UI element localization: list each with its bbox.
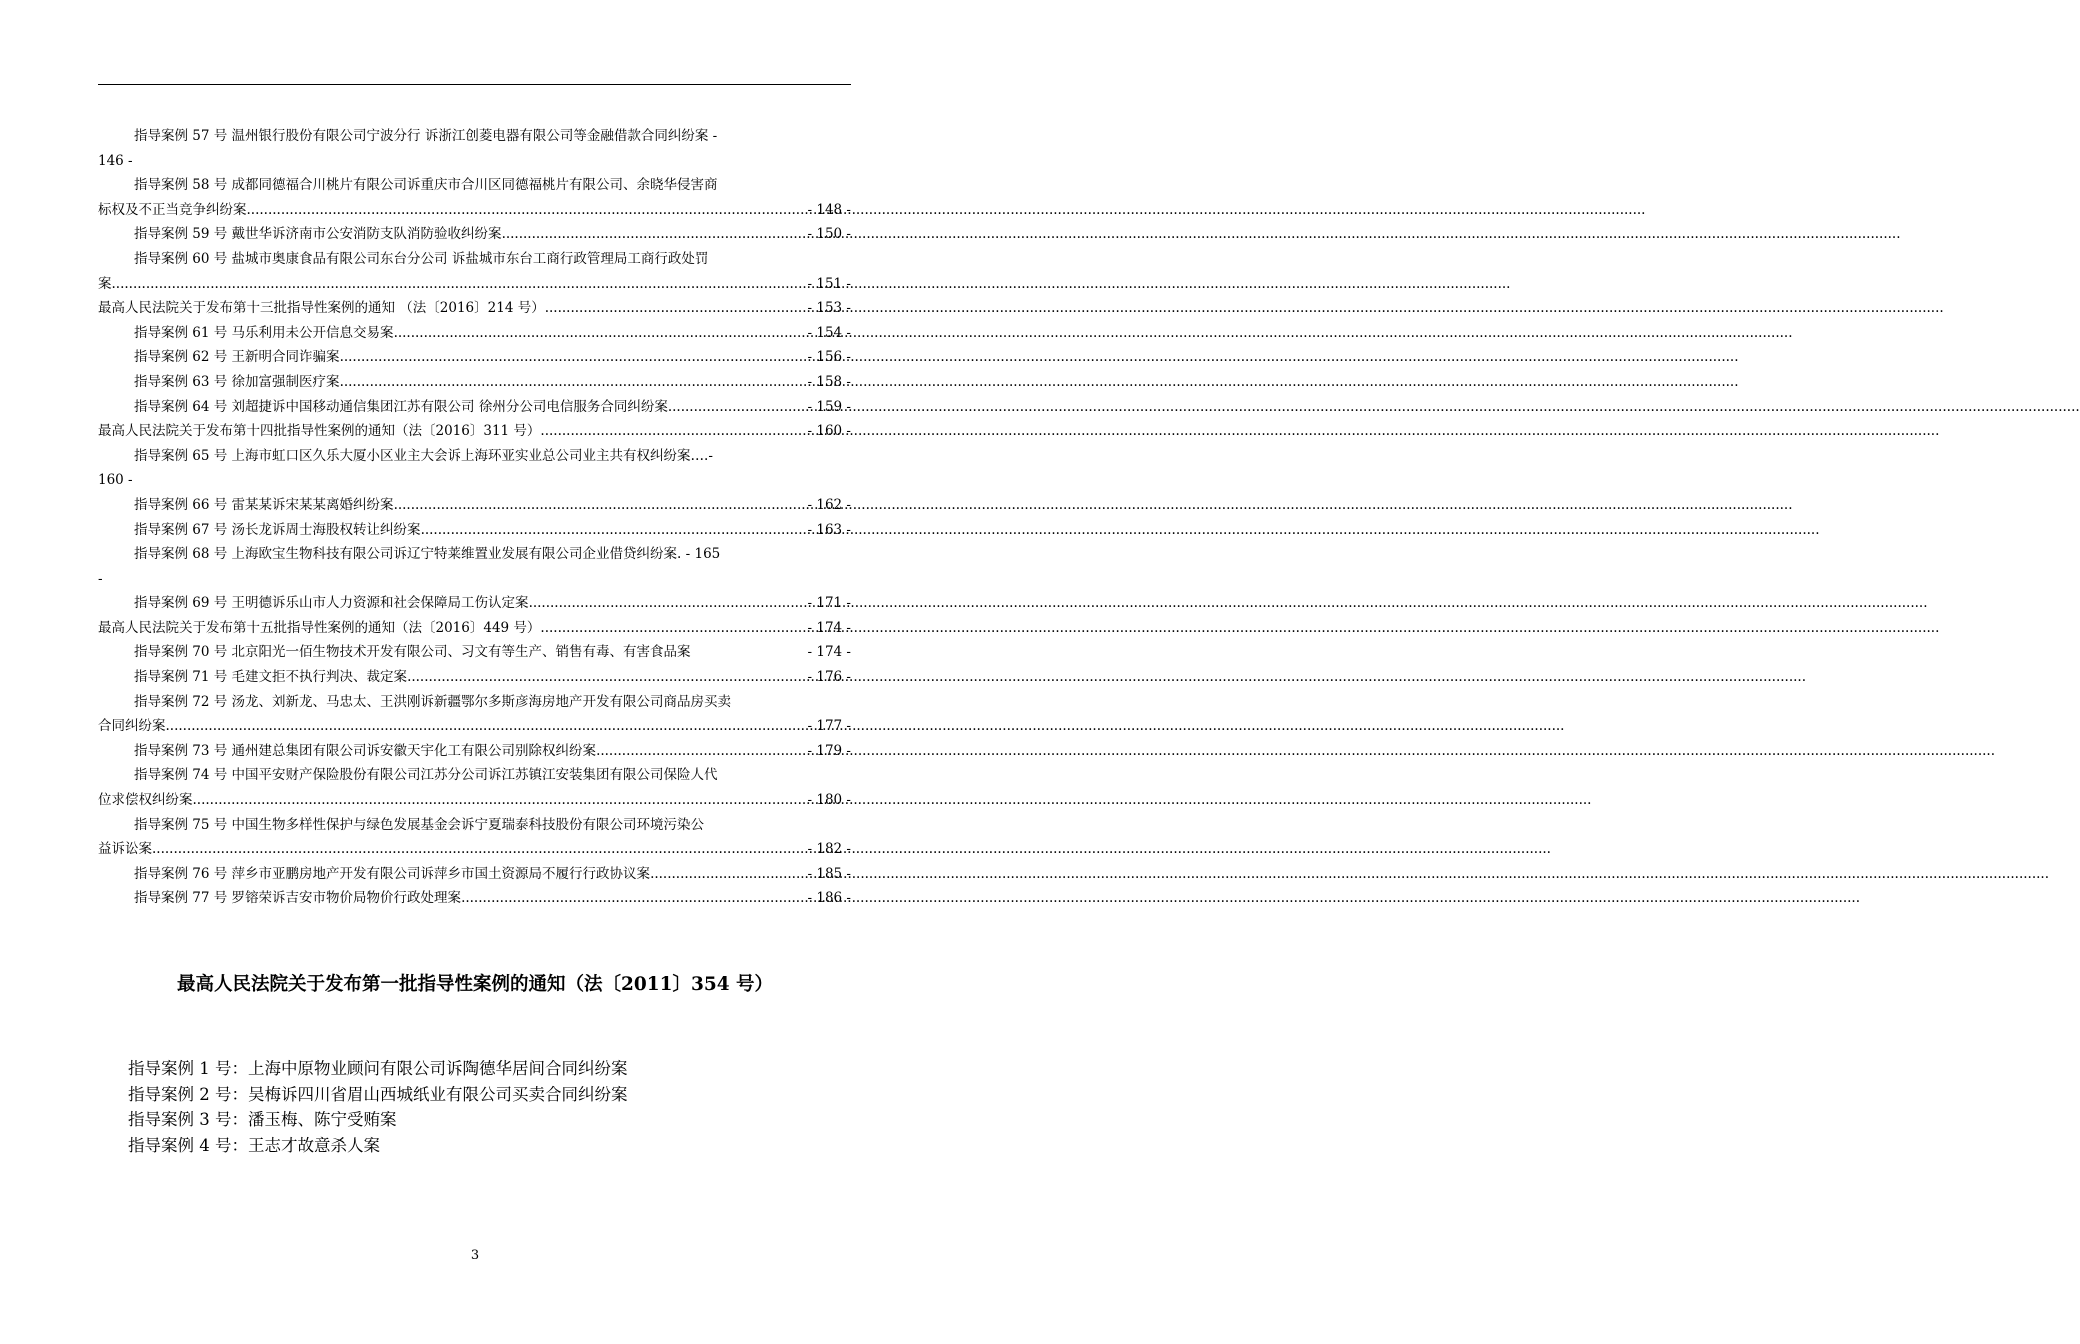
toc-page-number: - 163 - <box>807 521 851 538</box>
toc-page-number: 160 - <box>98 472 133 489</box>
toc-line <box>134 690 851 715</box>
toc-line <box>134 813 851 838</box>
toc-line <box>134 591 851 616</box>
toc-page-number: - 186 - <box>807 890 851 907</box>
toc-case-entry <box>98 813 851 862</box>
toc-line <box>98 788 851 813</box>
toc-case-entry <box>98 247 851 296</box>
toc-dot-leader <box>247 198 808 223</box>
toc-line <box>98 616 851 641</box>
toc-case-entry <box>98 763 851 812</box>
toc-page-number: - 154 - <box>807 324 851 341</box>
toc-page-number: - 185 - <box>807 865 851 882</box>
toc-page-number: - 162 - <box>807 496 851 513</box>
toc-dot-leader <box>340 370 808 395</box>
toc-line <box>134 345 851 370</box>
toc-page-number: - 176 - <box>807 669 851 686</box>
toc-line <box>98 272 851 297</box>
toc-entry-title: 指导案例 62 号 王新明合同诈骗案 <box>134 349 340 366</box>
toc-page-number: - 174 - <box>807 644 851 661</box>
toc-case-entry <box>98 886 851 911</box>
toc-page-number: - 160 - <box>807 423 851 440</box>
toc-dot-leader <box>461 886 807 911</box>
toc-dot-leader <box>340 345 808 370</box>
toc-case-entry <box>98 124 851 173</box>
toc-page-number: - 182 - <box>807 841 851 858</box>
toc-entry-title: 标权及不正当竞争纠纷案 <box>98 201 247 218</box>
toc-entry-title: 指导案例 73 号 通州建总集团有限公司诉安徽天宇化工有限公司别除权纠纷案 <box>134 742 597 759</box>
table-of-contents <box>98 124 851 911</box>
toc-line <box>98 567 851 592</box>
toc-section-entry <box>98 616 851 641</box>
toc-entry-title: 指导案例 57 号 温州银行股份有限公司宁波分行 诉浙江创菱电器有限公司等金融借款合同纠纷案 - <box>134 128 718 144</box>
toc-dot-leader <box>545 296 808 321</box>
case-list <box>128 1056 628 1158</box>
toc-line <box>134 886 851 911</box>
toc-case-entry <box>98 493 851 518</box>
case-list-item: 指导案例 2 号：吴梅诉四川省眉山西城纸业有限公司买卖合同纠纷案 <box>128 1084 628 1104</box>
toc-entry-title: 指导案例 70 号 北京阳光一佰生物技术开发有限公司、习文有等生产、销售有毒、有害食品案 <box>134 644 691 661</box>
case-list-item: 指导案例 1 号：上海中原物业顾问有限公司诉陶德华居间合同纠纷案 <box>128 1059 628 1078</box>
toc-entry-title: 最高人民法院关于发布第十四批指导性案例的通知（法〔2016〕311 号） <box>98 423 541 440</box>
toc-case-entry <box>98 542 851 591</box>
toc-page-number: - 177 - <box>807 718 851 735</box>
toc-dot-leader <box>540 419 807 444</box>
toc-dot-leader <box>421 518 808 543</box>
toc-dot-leader <box>407 665 807 690</box>
toc-case-entry <box>98 739 851 764</box>
toc-dot-leader <box>112 272 808 297</box>
page-number: 3 <box>470 1248 480 1263</box>
case-list-item: 指导案例 3 号：潘玉梅、陈宁受贿案 <box>128 1110 397 1129</box>
toc-dot-leader <box>193 788 808 813</box>
toc-dot-leader <box>650 862 807 887</box>
toc-page-number: - 174 - <box>807 619 851 636</box>
toc-entry-title: 指导案例 61 号 马乐利用未公开信息交易案 <box>134 324 394 341</box>
toc-entry-title: 指导案例 74 号 中国平安财产保险股份有限公司江苏分公司诉江苏镇江安装集团有限公司保险人代 <box>134 767 718 784</box>
toc-entry-title: 益诉讼案 <box>98 841 152 858</box>
toc-line <box>134 518 851 543</box>
toc-entry-title: 指导案例 64 号 刘超捷诉中国移动通信集团江苏有限公司 徐州分公司电信服务合同纠纷案... <box>134 398 681 415</box>
toc-line <box>134 493 851 518</box>
toc-page-number: - 159 - <box>807 398 851 415</box>
toc-line <box>98 198 851 223</box>
toc-page-number: - 179 - <box>807 742 851 759</box>
toc-case-entry <box>98 518 851 543</box>
section-title: 最高人民法院关于发布第一批指导性案例的通知（法〔2011〕354 号） <box>176 974 774 995</box>
toc-section-entry <box>98 296 851 321</box>
toc-case-entry <box>98 862 851 887</box>
toc-entry-title: 指导案例 69 号 王明德诉乐山市人力资源和社会保障局工伤认定案 <box>134 595 529 612</box>
toc-page-number: - 150 - <box>807 226 851 243</box>
toc-dot-leader <box>540 616 807 641</box>
toc-line <box>134 763 851 788</box>
toc-entry-title: 位求偿权纠纷案 <box>98 792 193 809</box>
toc-case-entry <box>98 591 851 616</box>
toc-entry-title: 最高人民法院关于发布第十五批指导性案例的通知（法〔2016〕449 号） <box>98 619 541 636</box>
toc-dot-leader <box>394 321 808 346</box>
toc-case-entry <box>98 321 851 346</box>
toc-page-number: - 156 - <box>807 349 851 366</box>
toc-page-number: - 153 - <box>807 300 851 317</box>
toc-entry-title: 合同纠纷案 <box>98 718 166 735</box>
toc-case-entry <box>98 690 851 739</box>
toc-line <box>98 419 851 444</box>
toc-line <box>134 739 851 764</box>
toc-entry-title: 指导案例 72 号 汤龙、刘新龙、马忠太、王洪刚诉新疆鄂尔多斯彦海房地产开发有限公司商品房买卖 <box>134 693 732 710</box>
toc-line <box>98 468 851 493</box>
toc-page-number: 146 - <box>98 152 133 169</box>
toc-case-entry <box>98 444 851 493</box>
toc-entry-title: 指导案例 58 号 成都同德福合川桃片有限公司诉重庆市合川区同德福桃片有限公司、余晓华侵害商 <box>134 177 718 194</box>
toc-page-number: - <box>98 570 103 587</box>
toc-case-entry <box>98 173 851 222</box>
toc-entry-title: 最高人民法院关于发布第十三批指导性案例的通知 （法〔2016〕214 号） <box>98 300 545 317</box>
toc-line <box>134 370 851 395</box>
toc-entry-title: 指导案例 76 号 萍乡市亚鹏房地产开发有限公司诉萍乡市国土资源局不履行行政协议案 <box>134 865 651 882</box>
toc-line <box>134 222 851 247</box>
toc-section-entry <box>98 419 851 444</box>
header-rule <box>98 84 851 85</box>
toc-case-entry <box>98 640 851 665</box>
toc-line <box>134 640 851 665</box>
toc-line <box>98 714 851 739</box>
toc-entry-title: 指导案例 66 号 雷某某诉宋某某离婚纠纷案 <box>134 496 394 513</box>
toc-entry-title: 指导案例 75 号 中国生物多样性保护与绿色发展基金会诉宁夏瑞泰科技股份有限公司环境污染公 <box>134 816 705 833</box>
toc-case-entry <box>98 665 851 690</box>
toc-line <box>98 149 851 174</box>
toc-entry-title: 指导案例 59 号 戴世华诉济南市公安消防支队消防验收纠纷案 <box>134 226 502 243</box>
toc-case-entry <box>98 222 851 247</box>
toc-page-number: - 151 - <box>807 275 851 292</box>
toc-dot-leader <box>596 739 807 764</box>
toc-case-entry <box>98 345 851 370</box>
toc-line <box>134 247 851 272</box>
toc-dot-leader <box>681 395 808 420</box>
toc-dot-leader <box>502 222 808 247</box>
toc-page-number: - 180 - <box>807 792 851 809</box>
toc-line <box>134 862 851 887</box>
toc-line <box>134 124 851 149</box>
toc-line <box>98 837 851 862</box>
toc-dot-leader <box>166 714 808 739</box>
toc-case-entry <box>98 370 851 395</box>
toc-entry-title: 案 <box>98 275 112 292</box>
toc-line <box>98 296 851 321</box>
case-list-item: 指导案例 4 号：王志才故意杀人案 <box>128 1135 380 1155</box>
toc-entry-title: 指导案例 71 号 毛建文拒不执行判决、裁定案 <box>134 669 408 686</box>
toc-dot-leader <box>529 591 808 616</box>
toc-entry-title: 指导案例 77 号 罗镕荣诉吉安市物价局物价行政处理案 <box>134 890 462 907</box>
toc-line <box>134 321 851 346</box>
toc-entry-title: 指导案例 68 号 上海欧宝生物科技有限公司诉辽宁特莱维置业发展有限公司企业借贷纠纷案. - 165 <box>134 546 721 563</box>
toc-entry-title: 指导案例 60 号 盐城市奥康食品有限公司东台分公司 诉盐城市东台工商行政管理局工商行政处罚 <box>134 250 709 267</box>
toc-entry-title: 指导案例 67 号 汤长龙诉周士海股权转让纠纷案 <box>134 521 421 538</box>
toc-case-entry <box>98 395 851 420</box>
toc-line <box>134 665 851 690</box>
toc-line <box>134 173 851 198</box>
toc-page-number: - 148 - <box>807 201 851 218</box>
toc-entry-title: 指导案例 63 号 徐加富强制医疗案 <box>134 373 340 390</box>
toc-line <box>134 542 851 567</box>
toc-line <box>134 444 851 469</box>
toc-dot-leader <box>394 493 808 518</box>
toc-dot-leader <box>152 837 808 862</box>
toc-page-number: - 158 - <box>807 373 851 390</box>
toc-page-number: - 171 - <box>807 595 851 612</box>
toc-entry-title: 指导案例 65 号 上海市虹口区久乐大厦小区业主大会诉上海环亚实业总公司业主共有权纠纷案….- <box>134 447 713 464</box>
toc-line <box>134 395 851 420</box>
